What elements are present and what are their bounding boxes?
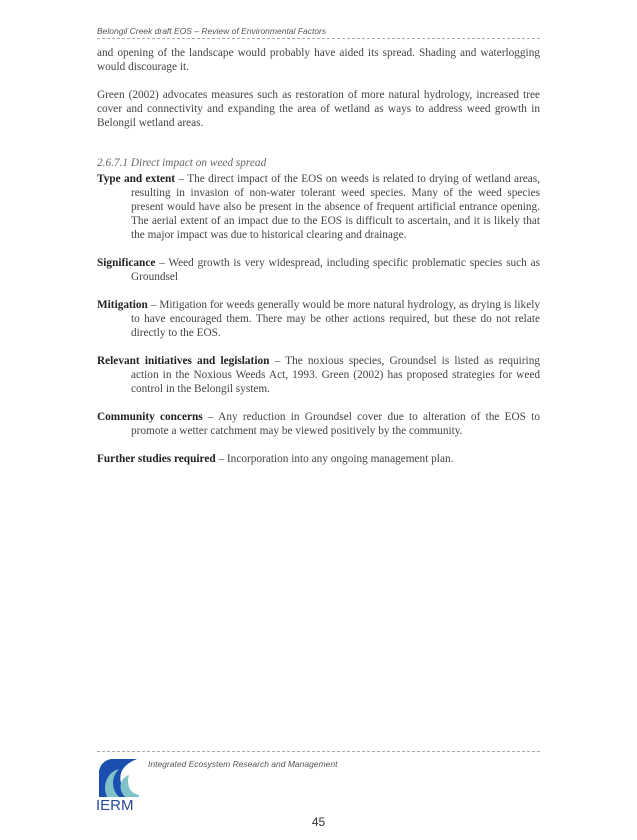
item-type-and-extent	[97, 172, 540, 242]
item-text: – The noxious species, Groundsel is listed as requiring action in the Noxious Weeds Act, 1993. Green (2002) has proposed strategies for weed control in the Belongil system.	[131, 355, 540, 395]
item-text: – Any reduction in Groundsel cover due to alteration of the EOS to promote a wetter catchment may be viewed positively by the community.	[131, 411, 540, 437]
item-term: Mitigation	[97, 299, 148, 311]
item-relevant-initiatives	[97, 354, 540, 396]
body-text	[97, 46, 540, 480]
item-term: Significance	[97, 257, 156, 269]
wave-logo-icon	[97, 757, 141, 799]
logo-text: IERM	[96, 797, 134, 814]
item-further-studies	[97, 452, 540, 466]
item-term: Further studies required	[97, 453, 216, 465]
item-term: Type and extent	[97, 173, 176, 185]
item-term: Community concerns	[97, 411, 203, 423]
header-rule	[97, 38, 540, 39]
item-text: – The direct impact of the EOS on weeds is related to drying of wetland areas, resulting in invasion of non-water tolerant weed species. Many of the weed species present would have also be present in the absence of frequent artificial entrance opening. The aerial extent of an impact due to the EOS is difficult to ascertain, and it is likely that the major impact was due to historical clearing and drainage.	[131, 173, 540, 241]
footer-organization: Integrated Ecosystem Research and Management	[148, 759, 338, 769]
footer-rule	[97, 751, 540, 752]
running-header: Belongil Creek draft EOS – Review of Environmental Factors	[97, 26, 327, 36]
item-text: – Weed growth is very widespread, including specific problematic species such as Groundsel	[131, 257, 540, 283]
item-mitigation	[97, 298, 540, 340]
item-significance	[97, 256, 540, 284]
item-community-concerns	[97, 410, 540, 438]
paragraph: and opening of the landscape would probably have aided its spread. Shading and waterlogging would discourage it.	[97, 47, 540, 73]
item-text: – Incorporation into any ongoing management plan.	[215, 453, 454, 465]
page-number: 45	[311, 815, 326, 829]
item-term: Relevant initiatives and legislation	[97, 355, 270, 367]
paragraph: Green (2002) advocates measures such as restoration of more natural hydrology, increased tree cover and connectivity and expanding the area of wetland as ways to address weed growth in Belongil wetland areas.	[97, 89, 540, 129]
section-subheading: 2.6.7.1 Direct impact on weed spread	[97, 157, 267, 169]
item-text: – Mitigation for weeds generally would be more natural hydrology, as drying is likely to have encouraged them. There may be other actions required, but these do not relate directly to the EOS.	[131, 299, 540, 339]
